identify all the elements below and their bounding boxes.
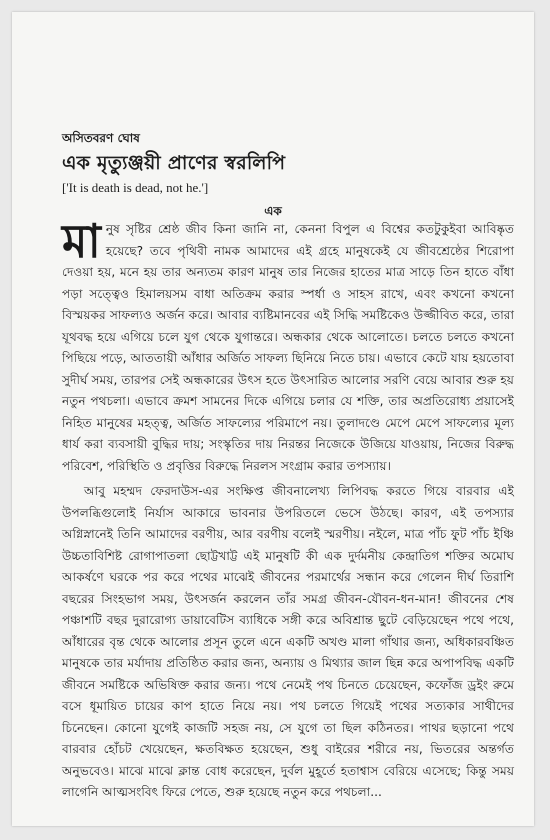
- epigraph: ['It is death is dead, not he.']: [62, 180, 209, 195]
- author-name: অসিতবরণ ঘোষ: [62, 131, 140, 145]
- article-title: এক মৃত্যুঞ্জয়ী প্রাণের স্বরলিপি: [62, 152, 286, 174]
- drop-cap: মা: [62, 214, 101, 268]
- paragraph-1: [62, 214, 514, 477]
- section-heading: এক: [264, 204, 282, 218]
- paragraph-1-text: নুষ সৃষ্টির শ্রেষ্ঠ জীব কিনা জানি না, কেননা বিপুল এ বিশ্বের কতটুকুইবা আবিষ্কৃত হয়েছে? তবে পৃথিবী নামক আমাদের এই গ্রহে মানুষকেই যে জীবশ্রেষ্ঠের শিরোপা দেওয়া হয়, মনে হয় তার অন্যতম কারণ মানুষ তার নিজের হাতের মাত্র সাড়ে তিন হাতে বাঁধা পড়া সত্ত্বেও হিমালয়সম বাধা অতিক্রম করার স্পর্ধা ও সাহস রাখে, এবং কখনো কখনো বিস্ময়কর সাফল্যও অর্জন করে। আবার ব্যষ্টিমানবের এই সিদ্ধি সমষ্টিকেও উজ্জীবিত করে, তারা যূথবদ্ধ হয়ে এগিয়ে চলে যুগ থেকে যুগান্তরে। অন্ধকার থেকে আলোতে। চলতে চলতে কখনো পিছিয়ে পড়ে, আততায়ী আঁধার অর্জিত সাফল্য ছিনিয়ে নিতে চায়। এভাবে কেটে যায় হয়তোবা সুদীর্ঘ সময়, তারপর সেই অন্ধকারের উৎস হতে উৎসারিত আলোর সরণি বেয়ে আবার শুরু হয় নতুন পথচলা। এভাবে ক্রমশ সামনের দিকে এগিয়ে চলার যে শক্তি, তার অপ্রতিরোধ্য প্রয়াসেই নিহিত মানুষের মহত্ত্ব, অর্জিত সাফল্যের পরিমাপে নয়। তুলাদণ্ডে মেপে মেপে সাফল্যের মূল্য ধার্য করা ব্যবসায়ী বুদ্ধির দায়; সংস্কৃতির দায় নিরন্তর নিজেকে উজিয়ে যাওয়ায়, নিজের বিরুদ্ধ পরিবেশ, পরিস্থিতি ও প্রবৃত্তির বিরুদ্ধে নিরলস সংগ্রাম করার তপস্যায়।: [62, 222, 514, 473]
- article-body: [62, 214, 514, 804]
- book-page: [12, 12, 534, 826]
- paragraph-2: আবু মহম্মদ ফেরদাউস-এর সংক্ষিপ্ত জীবনালেখ্য লিপিবদ্ধ করতে গিয়ে বারবার এই উপলব্ধিগুলোই নির্যাস আকারে ভাবনার উপরিতলে ভেসে উঠছে। কারণ, এই তপস্যার অগ্নিস্নানেই তিনি আমাদের বরণীয়, আর বরণীয় বলেই স্মরণীয়। নইলে, মাত্র পাঁচ ফুট পাঁচ ইঞ্চি উচ্চতাবিশিষ্ট রোগাপাতলা ছোট্টখাট্ট এই মানুষটি কী এক দুর্দমনীয় কেন্দ্রাতিগ শক্তির অমোঘ আকর্ষণে ঘরকে পর করে পথের মাঝেই জীবনের পরমার্থের সন্ধান করে গেলেন দীর্ঘ তিরাশি বছরের সিংহভাগ সময়, উৎসর্জন করলেন তাঁর সমগ্র জীবন-যৌবন-ধন-মান! জীবনের শেষ পঞ্চাশটি বছর দুরারোগ্য ডায়াবেটিস ব্যাধিকে সঙ্গী করে অবিশ্রান্ত ছুটে বেড়িয়েছেন পথে পথে, আঁধারের বৃন্ত থেকে আলোর প্রসূন তুলে এনে একটি অখণ্ড মালা গাঁথার জন্য, অধিকারবঞ্চিত মানুষকে তার মর্যাদায় প্রতিষ্ঠিত করার জন্য, অন্যায় ও মিথ্যার জাল ছিন্ন করে অপাপবিদ্ধ একটি জীবনে সমষ্টিকে অভিষিক্ত করার জন্য। পথে নেমেই পথ চিনতে চেয়েছেন, কফোঁজ ড্রইং রুমে বসে ধূমায়িত চায়ের কাপ হাতে নিয়ে নয়। পথ চলতে গিয়েই পথের সত্যকার সাথীদের চিনেছেন। কোনো যুগেই কাজটি সহজ নয়, সে যুগে তা ছিল কঠিনতর। পাথর ছড়ানো পথে বারবার হোঁচট খেয়েছেন, ক্ষতবিক্ষত হয়েছেন, শুধু বাইরের শরীরে নয়, ভিতরের অন্তর্গত অনুভবেও। মাঝে মাঝে ক্লান্ত বোধ করেছেন, দুর্বল মুহূর্তে হতাশ্বাস বেরিয়ে এসেছে; কিন্তু সময় লাগেনি আত্মসংবিৎ ফিরে পেতে, শুরু হয়েছে নতুন করে পথচলা...: [62, 484, 514, 799]
